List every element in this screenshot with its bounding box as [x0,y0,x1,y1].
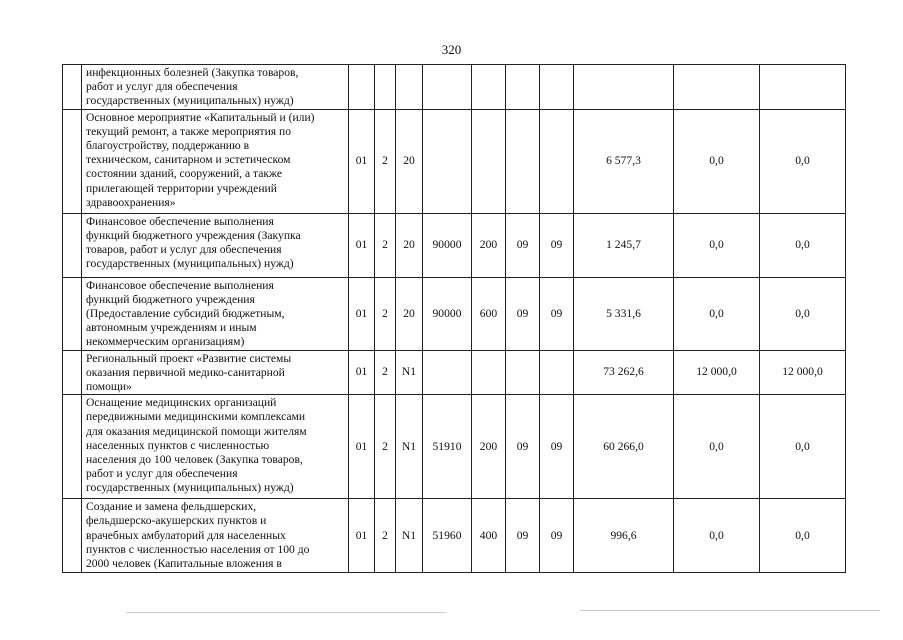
amount-2-cell: 0,0 [674,499,760,573]
code-6-cell [506,65,540,110]
code-3-cell: N1 [396,395,423,499]
description-line: автономным учреждениям и иным [86,321,257,335]
description-line: функций бюджетного учреждения [86,292,255,306]
code-1-cell: 01 [349,350,375,395]
code-4-cell [423,65,472,110]
amount-2-cell: 0,0 [674,395,760,499]
description-cell [82,109,349,213]
description-line: здравоохранения» [86,195,176,209]
description-line: Региональный проект «Развитие системы [86,351,292,365]
description-line: Создание и замена фельдшерских, [86,500,257,514]
code-4-cell: 51910 [423,395,472,499]
description-cell [82,213,349,277]
row-number-cell [63,350,82,395]
code-1-cell: 01 [349,499,375,573]
description-line: состоянии зданий, сооружений, а также [86,167,283,181]
row-number-cell [63,213,82,277]
code-7-cell: 09 [540,499,574,573]
code-6-cell: 09 [506,213,540,277]
code-5-cell: 400 [472,499,506,573]
description-line: прилегающей территории учреждений [86,181,277,195]
description-line: товаров, работ и услуг для обеспечения [86,243,282,257]
description-line: государственных (муниципальных) нужд) [86,257,294,271]
amount-2-cell: 0,0 [674,109,760,213]
description-line: населенных пунктов с численностью [86,438,270,452]
description-cell [82,350,349,395]
code-1-cell: 01 [349,213,375,277]
code-3-cell: N1 [396,499,423,573]
amount-3-cell [760,65,846,110]
budget-table-body [63,65,846,573]
row-number-cell [63,65,82,110]
code-4-cell: 90000 [423,213,472,277]
description-line: 2000 человек (Капитальные вложения в [86,557,282,571]
code-4-cell [423,350,472,395]
amount-3-cell: 0,0 [760,277,846,350]
table-row [63,109,846,213]
description-line: фельдшерско-акушерских пунктов и [86,514,267,528]
description-line: государственных (муниципальных) нужд) [86,94,294,108]
code-5-cell [472,350,506,395]
code-2-cell: 2 [375,277,396,350]
code-2-cell: 2 [375,213,396,277]
code-7-cell [540,65,574,110]
code-5-cell: 600 [472,277,506,350]
code-7-cell [540,350,574,395]
code-4-cell [423,109,472,213]
code-2-cell: 2 [375,499,396,573]
code-3-cell: 20 [396,213,423,277]
code-3-cell: 20 [396,109,423,213]
description-line: функций бюджетного учреждения (Закупка [86,228,301,242]
code-7-cell [540,109,574,213]
amount-3-cell: 0,0 [760,109,846,213]
code-5-cell [472,109,506,213]
budget-table [62,64,846,573]
table-row [63,213,846,277]
description-line: текущий ремонт, а также мероприятия по [86,124,292,138]
code-2-cell [375,65,396,110]
description-line: (Предоставление субсидий бюджетным, [86,307,285,321]
row-number-cell [63,277,82,350]
code-3-cell: N1 [396,350,423,395]
row-number-cell [63,109,82,213]
amount-2-cell [674,65,760,110]
code-2-cell: 2 [375,395,396,499]
table-row [63,350,846,395]
page-number: 320 [441,42,462,57]
amount-3-cell: 12 000,0 [760,350,846,395]
description-line: инфекционных болезней (Закупка товаров, [86,66,299,79]
code-5-cell: 200 [472,213,506,277]
description-line: для оказания медицинской помощи жителям [86,424,307,438]
description-line: населения до 100 человек (Закупка товаров, [86,453,303,467]
amount-1-cell: 1 245,7 [574,213,674,277]
description-line: пунктов с численностью населения от 100 до [86,542,310,556]
code-3-cell: 20 [396,277,423,350]
code-2-cell: 2 [375,350,396,395]
description-cell [82,395,349,499]
row-number-cell [63,395,82,499]
table-row [63,65,846,110]
amount-2-cell: 0,0 [674,277,760,350]
description-line: Оснащение медицинских организаций [86,396,277,410]
code-5-cell [472,65,506,110]
description-line: передвижными медицинскими комплексами [86,410,306,424]
description-line: работ и услуг для обеспечения [86,467,238,481]
amount-1-cell: 5 331,6 [574,277,674,350]
amount-3-cell: 0,0 [760,395,846,499]
description-cell [82,65,349,110]
scan-footer-line-left [126,612,446,613]
row-number-cell [63,499,82,573]
code-1-cell [349,65,375,110]
amount-2-cell: 12 000,0 [674,350,760,395]
amount-1-cell: 996,6 [574,499,674,573]
amount-1-cell: 60 266,0 [574,395,674,499]
code-3-cell [396,65,423,110]
table-row [63,499,846,573]
code-5-cell: 200 [472,395,506,499]
description-line: помощи» [86,380,132,394]
description-line: техническом, санитарном и эстетическом [86,153,291,167]
amount-3-cell: 0,0 [760,213,846,277]
code-1-cell: 01 [349,277,375,350]
amount-1-cell: 6 577,3 [574,109,674,213]
code-6-cell: 09 [506,277,540,350]
code-4-cell: 51960 [423,499,472,573]
description-line: Финансовое обеспечение выполнения [86,278,274,292]
description-cell [82,277,349,350]
table-row [63,277,846,350]
description-cell [82,499,349,573]
description-line: оказания первичной медико-санитарной [86,365,285,379]
code-6-cell [506,109,540,213]
code-6-cell: 09 [506,499,540,573]
description-line: врачебных амбулаторий для населенных [86,528,286,542]
amount-3-cell: 0,0 [760,499,846,573]
code-1-cell: 01 [349,395,375,499]
code-1-cell: 01 [349,109,375,213]
code-2-cell: 2 [375,109,396,213]
code-7-cell: 09 [540,277,574,350]
description-line: государственных (муниципальных) нужд) [86,481,294,495]
amount-1-cell: 73 262,6 [574,350,674,395]
amount-2-cell: 0,0 [674,213,760,277]
code-7-cell: 09 [540,395,574,499]
code-6-cell [506,350,540,395]
table-row [63,395,846,499]
description-line: работ и услуг для обеспечения [86,80,238,94]
description-line: Финансовое обеспечение выполнения [86,214,274,228]
scan-footer-line-right [580,610,880,611]
code-4-cell: 90000 [423,277,472,350]
description-line: Основное мероприятие «Капитальный и (или) [86,110,315,124]
amount-1-cell [574,65,674,110]
code-7-cell: 09 [540,213,574,277]
description-line: благоустройству, поддержанию в [86,139,250,153]
code-6-cell: 09 [506,395,540,499]
description-line: некоммерческим организациям) [86,335,245,349]
